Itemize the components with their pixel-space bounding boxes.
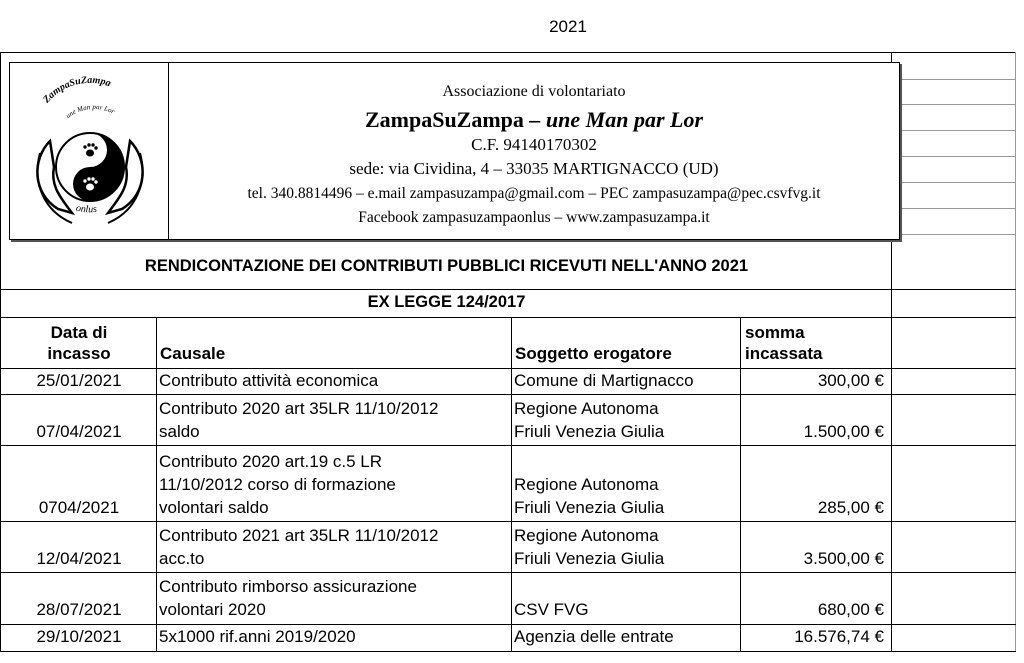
logo-paw-hands-icon: [10, 63, 168, 239]
row-4-soggetto-line2: Friuli Venezia Giulia: [514, 549, 665, 568]
logo-sub-text: une Man par Lor: [64, 102, 116, 121]
row-6-date: 29/10/2021: [36, 627, 122, 646]
grid-line: [892, 79, 1016, 80]
row-4-causale-line1: Contributo 2021 art 35LR 11/10/2012: [159, 526, 439, 545]
row-3-causale-line1: Contributo 2020 art.19 c.5 LR: [159, 452, 383, 471]
header-date-line2: incasso: [47, 344, 111, 363]
row-2-causale-line2: saldo: [159, 422, 200, 441]
row-4-causale-line2: acc.to: [159, 549, 205, 568]
row-5-soggetto: CSV FVG: [514, 600, 589, 619]
address: sede: via Cividina, 4 – 33035 MARTIGNACCO (UD): [349, 159, 719, 178]
grid-line: [892, 182, 1016, 183]
grid-line: [892, 130, 1016, 131]
grid-line: [892, 234, 1016, 235]
grid-line: [0, 289, 1016, 290]
report-title: RENDICONTAZIONE DEI CONTRIBUTI PUBBLICI RICEVUTI NELL'ANNO 2021: [144, 257, 749, 275]
row-1-causale: Contributo attività economica: [159, 371, 379, 390]
row-3-date: 0704/2021: [38, 498, 120, 517]
row-3-causale-line2: 11/10/2012 corso di formazione: [159, 475, 396, 494]
letterhead-text: [169, 63, 899, 239]
grid-line: [892, 156, 1016, 157]
grid-line: [511, 317, 512, 652]
row-5-date: 28/07/2021: [36, 600, 122, 619]
logo: [10, 63, 169, 239]
header-soggetto: Soggetto erogatore: [515, 344, 672, 363]
row-3-soggetto-line2: Friuli Venezia Giulia: [514, 498, 665, 517]
row-1-date: 25/01/2021: [36, 371, 122, 390]
association-type: Associazione di volontariato: [442, 83, 626, 100]
association-name: [169, 107, 899, 133]
grid-line: [0, 445, 1016, 446]
contacts: tel. 340.8814496 – e.mail zampasuzampa@gmail.com – PEC zampasuzampa@pec.csvfvg.it: [247, 185, 821, 202]
association-name-italic: – une Man par Lor: [529, 107, 704, 132]
grid-line: [0, 394, 1016, 395]
header-causale: Causale: [160, 344, 226, 363]
grid-line: [740, 317, 741, 652]
report-subtitle: EX LEGGE 124/2017: [367, 293, 526, 311]
row-1-soggetto: Comune di Martignacco: [514, 371, 694, 390]
svg-text:ZampaSuZampa: [41, 75, 113, 106]
grid-line: [0, 624, 1016, 625]
grid-line: [892, 208, 1016, 209]
grid-line: [0, 368, 1016, 369]
header-somma-line1: somma: [745, 323, 805, 342]
grid-line: [1015, 52, 1016, 652]
grid-line: [0, 572, 1016, 573]
row-4-amount: 3.500,00 €: [803, 549, 884, 568]
grid-line: [0, 317, 1016, 318]
svg-text:onlus: [75, 203, 98, 216]
row-2-causale-line1: Contributo 2020 art 35LR 11/10/2012: [159, 399, 439, 418]
row-3-soggetto-line1: Regione Autonoma: [514, 475, 659, 494]
row-6-soggetto: Agenzia delle entrate: [514, 627, 674, 646]
row-2-date: 07/04/2021: [36, 422, 122, 441]
letterhead: [9, 62, 900, 240]
header-date: [3, 322, 155, 364]
row-6-causale: 5x1000 rif.anni 2019/2020: [159, 627, 356, 646]
year-label: 2021: [549, 17, 587, 36]
grid-line: [0, 52, 1, 652]
svg-text:une Man par Lor: [64, 103, 116, 120]
association-name-bold: ZampaSuZampa: [364, 107, 524, 132]
grid-line: [0, 651, 1016, 652]
row-4-soggetto-line1: Regione Autonoma: [514, 526, 659, 545]
logo-bottom-text: onlus: [74, 202, 98, 216]
header-somma-line2: incassata: [745, 344, 823, 363]
row-3-amount: 285,00 €: [817, 498, 884, 517]
row-5-causale-line1: Contributo rimborso assicurazione: [159, 577, 417, 596]
social-links: Facebook zampasuzampaonlus – www.zampasuzampa.it: [358, 209, 710, 226]
row-3-causale-line3: volontari saldo: [159, 498, 269, 517]
fiscal-code: C.F. 94140170302: [471, 135, 597, 154]
row-2-soggetto-line1: Regione Autonoma: [514, 399, 659, 418]
row-5-causale-line2: volontari 2020: [159, 600, 266, 619]
row-5-amount: 680,00 €: [817, 600, 884, 619]
header-somma: [745, 322, 823, 364]
row-2-amount: 1.500,00 €: [803, 422, 884, 441]
grid-line: [0, 521, 1016, 522]
row-6-amount: 16.576,74 €: [794, 627, 884, 646]
logo-top-text: ZampaSuZampa: [41, 74, 113, 106]
grid-line: [892, 104, 1016, 105]
row-1-amount: 300,00 €: [817, 371, 884, 390]
grid-line: [156, 317, 157, 652]
row-2-soggetto-line2: Friuli Venezia Giulia: [514, 422, 665, 441]
grid-line: [0, 52, 1016, 53]
header-date-line1: Data di: [50, 323, 108, 342]
row-4-date: 12/04/2021: [36, 549, 122, 568]
